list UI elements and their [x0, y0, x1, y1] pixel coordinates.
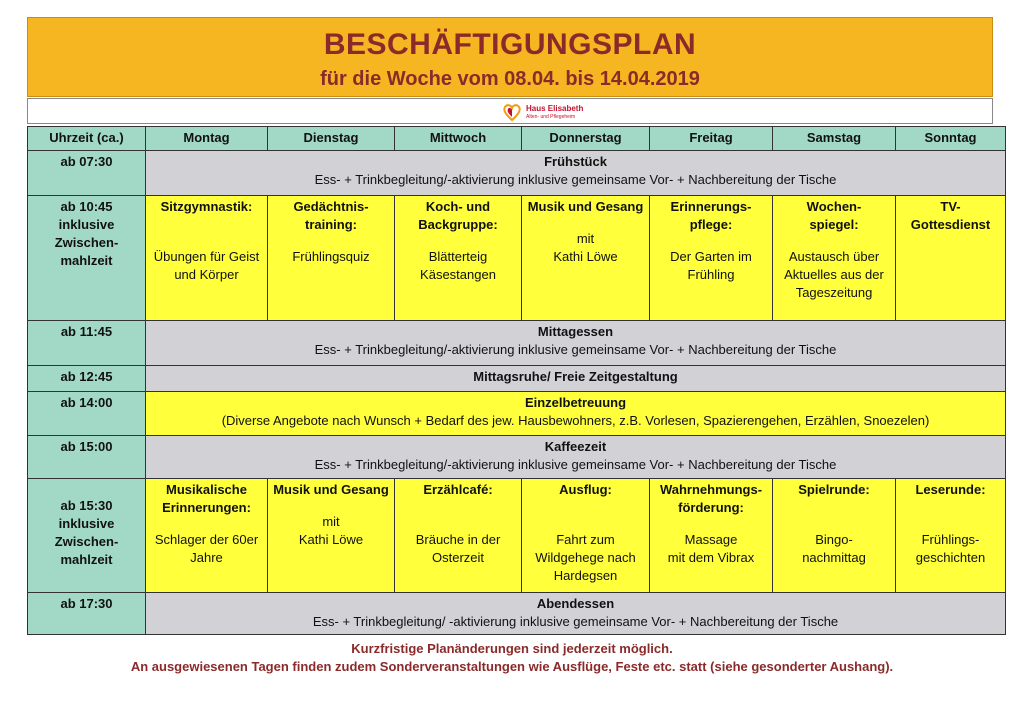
activity-description: Frühlingsquiz: [292, 249, 370, 264]
time-cell: ab 07:30: [28, 151, 146, 196]
activity-description: Schlager der 60er Jahre: [154, 532, 259, 565]
haus-elisabeth-logo: [502, 101, 583, 123]
column-header-sunday: Sonntag: [896, 127, 1006, 151]
column-header-time: Uhrzeit (ca.): [28, 127, 146, 151]
activity-title: Musik und Gesang: [527, 199, 644, 214]
activity-cell-saturday: [773, 479, 896, 593]
header-row: [28, 127, 1006, 151]
activity-title: Ausflug:: [559, 482, 612, 497]
column-header-thursday: Donnerstag: [522, 127, 650, 151]
footer-notes: [0, 640, 1024, 676]
meal-description: Ess- + Trinkbegleitung/-aktivierung inklusive gemeinsame Vor- + Nachbereitung der Tische: [314, 172, 837, 187]
activity-title: Erinnerungs- pflege:: [670, 199, 752, 232]
care-title: Einzelbetreuung: [524, 395, 627, 410]
logo-name: Haus Elisabeth: [526, 104, 584, 113]
meal-title: Abendessen: [536, 596, 615, 611]
table-row: [28, 436, 1006, 479]
plan-header: [27, 17, 993, 97]
logo-subtitle: Alten- und Pflegeheim: [526, 114, 576, 120]
table-row: [28, 392, 1006, 436]
meal-description: Ess- + Trinkbegleitung/ -aktivierung inklusive gemeinsame Vor- + Nachbereitung der Tische: [312, 614, 839, 629]
meal-title: Mittagessen: [537, 324, 614, 339]
activity-title: Erzählcafé:: [423, 482, 493, 497]
activity-description: Frühlings- geschichten: [915, 532, 986, 565]
heart-logo-icon: [502, 102, 522, 122]
activity-description: Blätterteig Käsestangen: [420, 249, 496, 282]
table-row: [28, 593, 1006, 635]
activity-cell-thursday: [522, 479, 650, 593]
table-row: [28, 196, 1006, 321]
logo-bar: [27, 98, 993, 124]
activity-description: Bräuche in der Osterzeit: [415, 532, 501, 565]
activity-description: Austausch über Aktuelles aus der Tageszeitung: [784, 249, 884, 300]
time-cell: ab 15:00: [28, 436, 146, 479]
column-header-tuesday: Dienstag: [268, 127, 395, 151]
activity-title: Spielrunde:: [798, 482, 870, 497]
activity-title: Musik und Gesang: [273, 482, 389, 497]
activity-cell-sunday: [896, 196, 1006, 321]
table-row: [28, 151, 1006, 196]
activity-description: Bingo- nachmittag: [802, 532, 866, 565]
activity-description: Massage mit dem Vibrax: [667, 532, 755, 565]
activity-description: Fahrt zum Wildgehege nach Hardegsen: [535, 532, 636, 583]
activity-cell-monday: [146, 479, 268, 593]
activity-cell-wednesday: [395, 196, 522, 321]
time-cell: ab 15:30 inklusive Zwischen- mahlzeit: [28, 479, 146, 593]
activity-title: Sitzgymnastik:: [160, 199, 253, 214]
activity-title: Wahrnehmungs- förderung:: [659, 482, 763, 515]
footer-note-changes: Kurzfristige Planänderungen sind jederzeit möglich.: [351, 641, 673, 656]
activity-cell-friday: [650, 479, 773, 593]
time-cell: ab 11:45: [28, 321, 146, 366]
lunch-cell: [146, 321, 1006, 366]
time-cell: ab 12:45: [28, 366, 146, 392]
breakfast-cell: [146, 151, 1006, 196]
activity-description: mit Kathi Löwe: [298, 514, 364, 547]
activity-cell-tuesday: [268, 196, 395, 321]
time-cell: ab 14:00: [28, 392, 146, 436]
activity-title: Wochen- spiegel:: [806, 199, 862, 232]
activity-cell-thursday: [522, 196, 650, 321]
column-header-saturday: Samstag: [773, 127, 896, 151]
activity-cell-tuesday: [268, 479, 395, 593]
meal-description: Ess- + Trinkbegleitung/-aktivierung inklusive gemeinsame Vor- + Nachbereitung der Tische: [314, 342, 837, 357]
care-description: (Diverse Angebote nach Wunsch + Bedarf des jew. Hausbewohners, z.B. Vorlesen, Spazierengehen, Erzählen, Snoezelen): [221, 413, 930, 428]
activity-cell-sunday: [896, 479, 1006, 593]
activity-cell-friday: [650, 196, 773, 321]
week-subtitle: für die Woche vom 08.04. bis 14.04.2019: [320, 68, 700, 90]
table-row: [28, 321, 1006, 366]
column-header-wednesday: Mittwoch: [395, 127, 522, 151]
activity-cell-monday: [146, 196, 268, 321]
rest-title: Mittagsruhe/ Freie Zeitgestaltung: [473, 369, 678, 384]
meal-description: Ess- + Trinkbegleitung/-aktivierung inklusive gemeinsame Vor- + Nachbereitung der Tische: [314, 457, 837, 472]
activity-description: Übungen für Geist und Körper: [153, 249, 260, 282]
activity-cell-wednesday: [395, 479, 522, 593]
meal-title: Kaffeezeit: [544, 439, 607, 454]
activity-title: Koch- und Backgruppe:: [418, 199, 498, 232]
column-header-friday: Freitag: [650, 127, 773, 151]
coffee-cell: [146, 436, 1006, 479]
activity-description: Der Garten im Frühling: [670, 249, 752, 282]
schedule-table: [27, 126, 1006, 635]
activity-title: Musikalische Erinnerungen:: [162, 482, 251, 515]
activity-description: mit Kathi Löwe: [553, 231, 618, 264]
dinner-cell: [146, 593, 1006, 635]
page-title: BESCHÄFTIGUNGSPLAN: [323, 28, 697, 61]
column-header-monday: Montag: [146, 127, 268, 151]
activity-title: Gedächtnis- training:: [293, 199, 369, 232]
individual-care-cell: [146, 392, 1006, 436]
footer-note-events: An ausgewiesenen Tagen finden zudem Sonderveranstaltungen wie Ausflüge, Feste etc. statt (siehe gesonderter Aushang).: [130, 659, 894, 674]
table-row: [28, 479, 1006, 593]
activity-title: TV- Gottesdienst: [910, 199, 991, 232]
table-row: [28, 366, 1006, 392]
rest-cell: [146, 366, 1006, 392]
meal-title: Frühstück: [544, 154, 607, 169]
time-cell: ab 17:30: [28, 593, 146, 635]
time-cell: ab 10:45 inklusive Zwischen- mahlzeit: [28, 196, 146, 321]
activity-title: Leserunde:: [915, 482, 986, 497]
activity-cell-saturday: [773, 196, 896, 321]
